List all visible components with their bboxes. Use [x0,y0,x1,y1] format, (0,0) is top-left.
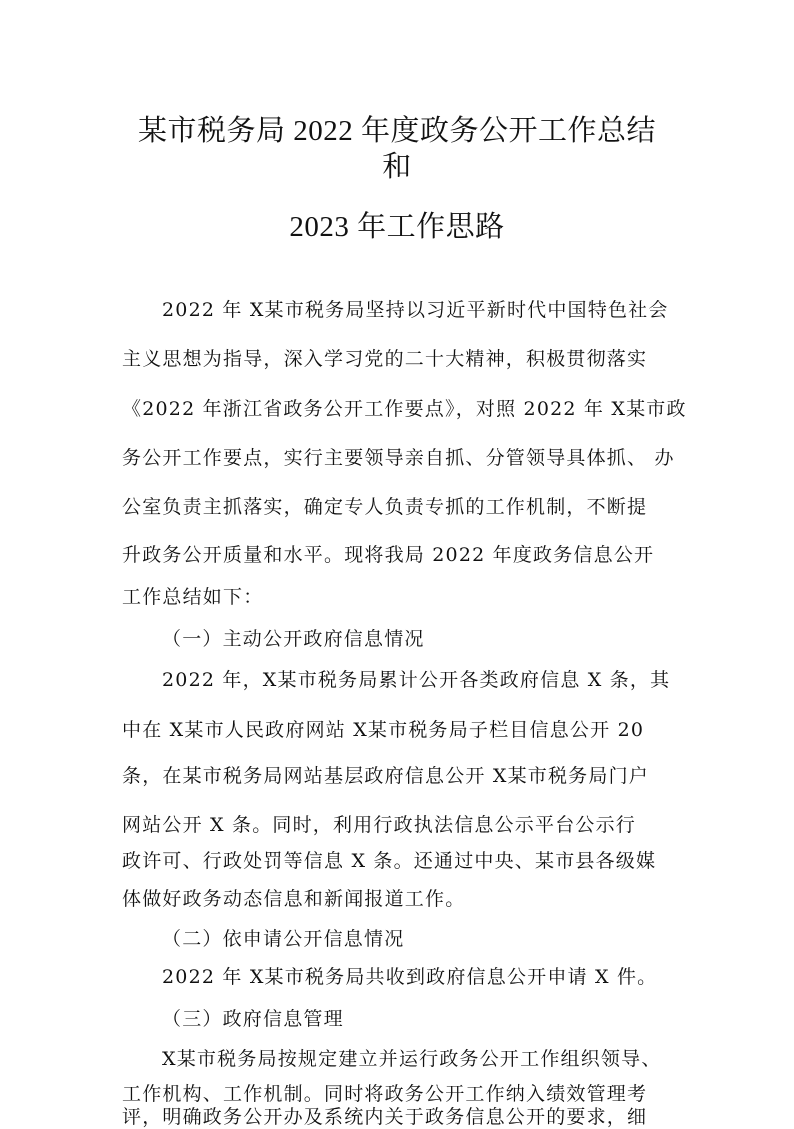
section1-line: 网站公开 X 条。同时，利用行政执法信息公示平台公示行 [122,814,637,836]
section1-line: 2022 年，X某市税务局累计公开各类政府信息 X 条，其 [162,669,671,691]
intro-line: 工作总结如下： [122,586,264,608]
doc-title-line3: 2023 年工作思路 [289,211,505,243]
intro-line: 升政务公开质量和水平。现将我局 2022 年度政务信息公开 [122,544,655,566]
doc-title-line2: 和 [382,151,412,183]
section3-line: 工作机构、工作机制。同时将政务公开工作纳入绩效管理考 [122,1083,648,1105]
intro-line: 主义思想为指导，深入学习党的二十大精神，积极贯彻落实 [122,348,648,370]
section3-line: X某市税务局按规定建立并运行政务公开工作组织领导、 [162,1048,662,1070]
section-heading-2: （二）依申请公开信息情况 [162,928,405,950]
section3-line: 评，明确政务公开办及系统内关于政务信息公开的要求，细 [122,1106,648,1128]
intro-line: 公室负责主抓落实，确定专人负责专抓的工作机制，不断提 [122,496,648,518]
section1-line: 条，在某市税务局网站基层政府信息公开 X某市税务局门户 [122,765,649,787]
intro-line: 《2022 年浙江省政务公开工作要点》，对照 2022 年 X某市政 [122,398,687,420]
doc-title-line1: 某市税务局 2022 年度政务公开工作总结 [137,115,656,147]
section2-line: 2022 年 X某市税务局共收到政府信息公开申请 X 件。 [162,966,658,988]
intro-line: 2022 年 X某市税务局坚持以习近平新时代中国特色社会 [162,299,669,321]
section1-line: 政许可、行政处罚等信息 X 条。还通过中央、某市县各级媒 [122,850,657,872]
section1-line: 中在 X某市人民政府网站 X某市税务局子栏目信息公开 20 [122,719,645,741]
section-heading-3: （三）政府信息管理 [162,1008,344,1030]
section-heading-1: （一）主动公开政府信息情况 [162,628,425,650]
section1-line: 体做好政务动态信息和新闻报道工作。 [122,888,466,910]
intro-line: 务公开工作要点，实行主要领导亲自抓、分管领导具体抓、 办 [122,447,675,469]
